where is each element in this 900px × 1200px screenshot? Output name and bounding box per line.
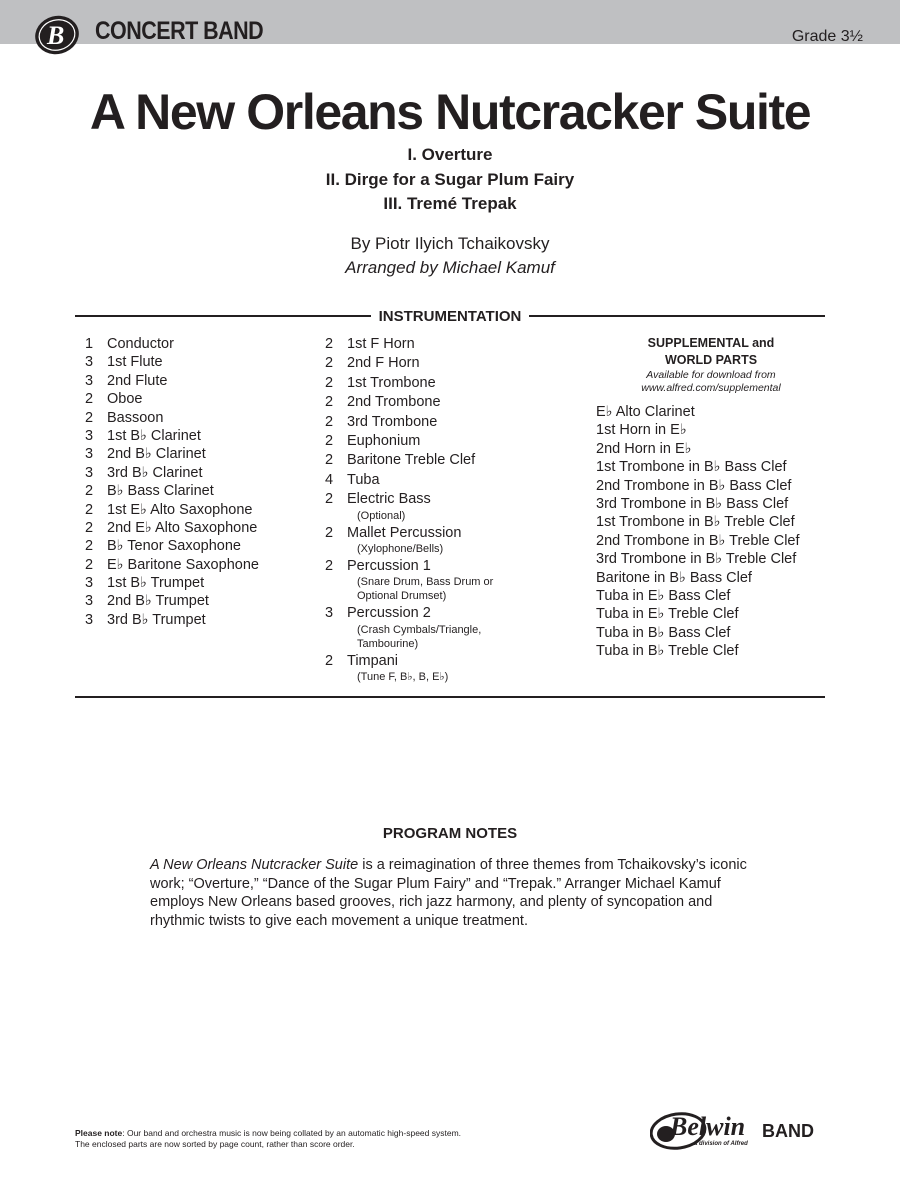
instrument-row	[325, 557, 495, 603]
instrument-row	[325, 652, 495, 684]
instrument-quantity: 3	[85, 354, 94, 371]
supplemental-item: 1st Horn in E♭	[596, 422, 687, 439]
disclaimer-label: Please note	[75, 1128, 123, 1138]
supplemental-item: 2nd Trombone in B♭ Bass Clef	[596, 477, 792, 494]
instrument-row	[85, 372, 259, 390]
instrumentation-column-2	[325, 335, 495, 685]
instrument-quantity: 3	[85, 593, 94, 610]
movement-item: II. Dirge for a Sugar Plum Fairy	[325, 169, 575, 189]
instrument-name: Euphonium	[347, 432, 421, 449]
instrument-quantity: 3	[85, 372, 94, 389]
movements-list	[0, 143, 900, 217]
instrument-name: Percussion 1	[347, 557, 431, 574]
supplemental-heading-line: WORLD PARTS	[664, 353, 758, 367]
program-notes-body	[150, 856, 750, 930]
instrument-row	[325, 432, 495, 450]
instrument-name: 3rd B♭ Clarinet	[107, 464, 203, 481]
instrument-name: Mallet Percussion	[347, 524, 462, 541]
instrument-row	[325, 490, 495, 522]
supplemental-heading-line: SUPPLEMENTAL and	[647, 336, 775, 350]
instrument-note: (Optional)	[357, 509, 406, 522]
supplemental-item: 1st Trombone in B♭ Bass Clef	[596, 459, 787, 476]
program-notes-heading: PROGRAM NOTES	[382, 825, 518, 842]
supplemental-note	[596, 369, 826, 395]
instrument-note: (Xylophone/Bells)	[357, 542, 444, 555]
instrument-row	[325, 604, 495, 650]
divider	[75, 696, 825, 698]
instrument-row	[85, 390, 259, 408]
supplemental-item: E♭ Alto Clarinet	[596, 404, 695, 420]
instrument-name: Bassoon	[107, 409, 164, 426]
supplemental-item: Tuba in B♭ Treble Clef	[596, 643, 739, 660]
instrument-row	[85, 574, 259, 592]
instrument-quantity: 4	[325, 471, 334, 488]
svg-text:B: B	[47, 21, 65, 50]
instrument-name: 2nd Flute	[107, 372, 168, 389]
instrumentation-label: INSTRUMENTATION	[378, 307, 522, 325]
instrument-name: B♭ Bass Clarinet	[107, 483, 214, 500]
instrument-note: (Snare Drum, Bass Drum or Optional Drumset)	[357, 576, 494, 603]
instrument-name: 2nd E♭ Alto Saxophone	[107, 519, 258, 536]
supplemental-item: Tuba in E♭ Bass Clef	[596, 587, 731, 604]
instrument-note: (Crash Cymbals/Triangle, Tambourine)	[357, 623, 482, 650]
movement-item: I. Overture	[407, 145, 493, 164]
belwin-logo-icon	[33, 14, 81, 56]
instrument-row	[325, 451, 495, 469]
instrument-row	[85, 445, 259, 463]
instrument-row	[325, 393, 495, 411]
instrument-name: 2nd F Horn	[347, 355, 420, 372]
supplemental-item: 2nd Horn in E♭	[596, 440, 692, 457]
instrument-row	[85, 353, 259, 371]
instrument-quantity: 2	[85, 556, 94, 573]
instrument-name: Conductor	[107, 336, 174, 352]
program-notes-title: A New Orleans Nutcracker Suite	[150, 857, 359, 873]
instrument-row	[325, 374, 495, 392]
instrument-quantity: 2	[325, 432, 334, 449]
instrument-name: B♭ Tenor Saxophone	[107, 538, 241, 555]
instrument-quantity: 1	[85, 336, 94, 352]
instrument-note: (Tune F, B♭, B, E♭)	[357, 671, 449, 684]
instrument-row	[325, 335, 495, 353]
instrument-row	[85, 611, 259, 629]
publisher-script: Belwin	[670, 1112, 746, 1141]
instrument-name: 1st E♭ Alto Saxophone	[107, 501, 253, 518]
instrument-name: Tuba	[347, 471, 380, 488]
instrument-row	[325, 413, 495, 431]
divider	[529, 315, 825, 317]
supplemental-item: 1st Trombone in B♭ Treble Clef	[596, 514, 795, 531]
instrument-quantity: 2	[85, 391, 94, 408]
instrument-name: 1st F Horn	[347, 336, 415, 352]
publisher-subtitle: a division of Alfred	[694, 1141, 748, 1147]
publisher-band: BAND	[762, 1121, 814, 1141]
movement-item: III. Tremé Trepak	[383, 194, 517, 213]
series-label: CONCERT BAND	[95, 17, 264, 45]
instrument-quantity: 2	[325, 336, 334, 352]
instrument-name: Oboe	[107, 391, 143, 408]
instrument-quantity: 3	[325, 605, 334, 622]
instrument-name: 1st B♭ Trumpet	[107, 575, 205, 592]
instrument-name: 1st Flute	[107, 354, 163, 371]
instrument-row	[85, 592, 259, 610]
supplemental-item: Tuba in E♭ Treble Clef	[596, 606, 739, 623]
instrument-quantity: 3	[85, 446, 94, 463]
supplemental-note-line: Available for download from	[646, 369, 776, 381]
supplemental-item: 3rd Trombone in B♭ Bass Clef	[596, 495, 789, 512]
instrument-name: E♭ Baritone Saxophone	[107, 556, 259, 573]
instrument-row	[85, 519, 259, 537]
supplemental-parts	[596, 335, 836, 660]
instrument-quantity: 2	[85, 483, 94, 500]
instrument-quantity: 2	[325, 491, 334, 508]
instrument-quantity: 3	[85, 464, 94, 481]
instrument-row	[85, 556, 259, 574]
instrument-name: 1st B♭ Clarinet	[107, 427, 201, 444]
instrument-quantity: 2	[85, 519, 94, 536]
instrument-row	[85, 409, 259, 427]
instrument-row	[85, 482, 259, 500]
instrument-quantity: 2	[325, 652, 334, 669]
instrument-row	[85, 427, 259, 445]
instrument-quantity: 2	[85, 501, 94, 518]
collation-disclaimer	[75, 1128, 461, 1150]
disclaimer-line: The enclosed parts are now sorted by page count, rather than score order.	[75, 1139, 355, 1149]
instrument-name: 2nd B♭ Trumpet	[107, 593, 209, 610]
arranger-credit: Arranged by Michael Kamuf	[345, 258, 555, 277]
disclaimer-line: : Our band and orchestra music is now being collated by an automatic high-speed system.	[122, 1128, 462, 1138]
instrument-quantity: 2	[325, 452, 334, 469]
page-title: A New Orleans Nutcracker Suite	[89, 84, 811, 140]
composer-credit: By Piotr Ilyich Tchaikovsky	[350, 234, 550, 253]
instrument-quantity: 2	[85, 409, 94, 426]
instrumentation-column-1	[85, 335, 259, 629]
instrument-name: 1st Trombone	[347, 374, 436, 391]
supplemental-list	[596, 403, 836, 660]
instrument-row	[85, 335, 259, 353]
instrument-quantity: 3	[85, 611, 94, 628]
instrument-row	[325, 471, 495, 489]
instrument-row	[325, 524, 495, 556]
instrument-quantity: 2	[325, 413, 334, 430]
supplemental-item: 3rd Trombone in B♭ Treble Clef	[596, 551, 797, 568]
instrument-quantity: 2	[325, 394, 334, 411]
instrument-name: Electric Bass	[347, 491, 431, 508]
instrument-quantity: 2	[325, 557, 334, 574]
instrument-name: Timpani	[347, 652, 399, 669]
instrument-quantity: 2	[85, 538, 94, 555]
grade-level: Grade 3½	[791, 28, 863, 45]
supplemental-heading	[596, 335, 826, 369]
instrument-name: 2nd B♭ Clarinet	[107, 446, 206, 463]
instrument-quantity: 2	[325, 374, 334, 391]
instrument-name: Percussion 2	[347, 605, 431, 622]
instrument-row	[85, 537, 259, 555]
instrument-row	[85, 501, 259, 519]
supplemental-item: Tuba in B♭ Bass Clef	[596, 624, 731, 641]
instrument-quantity: 3	[85, 427, 94, 444]
instrument-name: 2nd Trombone	[347, 394, 441, 411]
instrumentation-heading	[75, 306, 825, 326]
supplemental-item: 2nd Trombone in B♭ Treble Clef	[596, 532, 800, 549]
instrument-name: 3rd B♭ Trumpet	[107, 611, 206, 628]
instrument-row	[85, 464, 259, 482]
instrument-name: 3rd Trombone	[347, 413, 438, 430]
supplemental-item: Baritone in B♭ Bass Clef	[596, 569, 752, 586]
publisher-logo	[650, 1110, 830, 1152]
program-notes-text: is a reimagination of three themes from Tchaikovsky’s iconic work; “Overture,” “Dance of the Sugar Plum Fairy” and “Trepak.” Arranger Michael Kamuf employs New Orleans based grooves, rich jazz harmony, and plenty of syncopation and rhythmic twists to give each movement a unique treatment.	[150, 857, 747, 929]
instrument-name: Baritone Treble Clef	[347, 452, 476, 469]
instrument-quantity: 2	[325, 355, 334, 372]
instrument-quantity: 3	[85, 575, 94, 592]
instrument-quantity: 2	[325, 524, 334, 541]
instrument-row	[325, 354, 495, 372]
supplemental-url: www.alfred.com/supplemental	[641, 382, 781, 394]
divider	[75, 315, 371, 317]
